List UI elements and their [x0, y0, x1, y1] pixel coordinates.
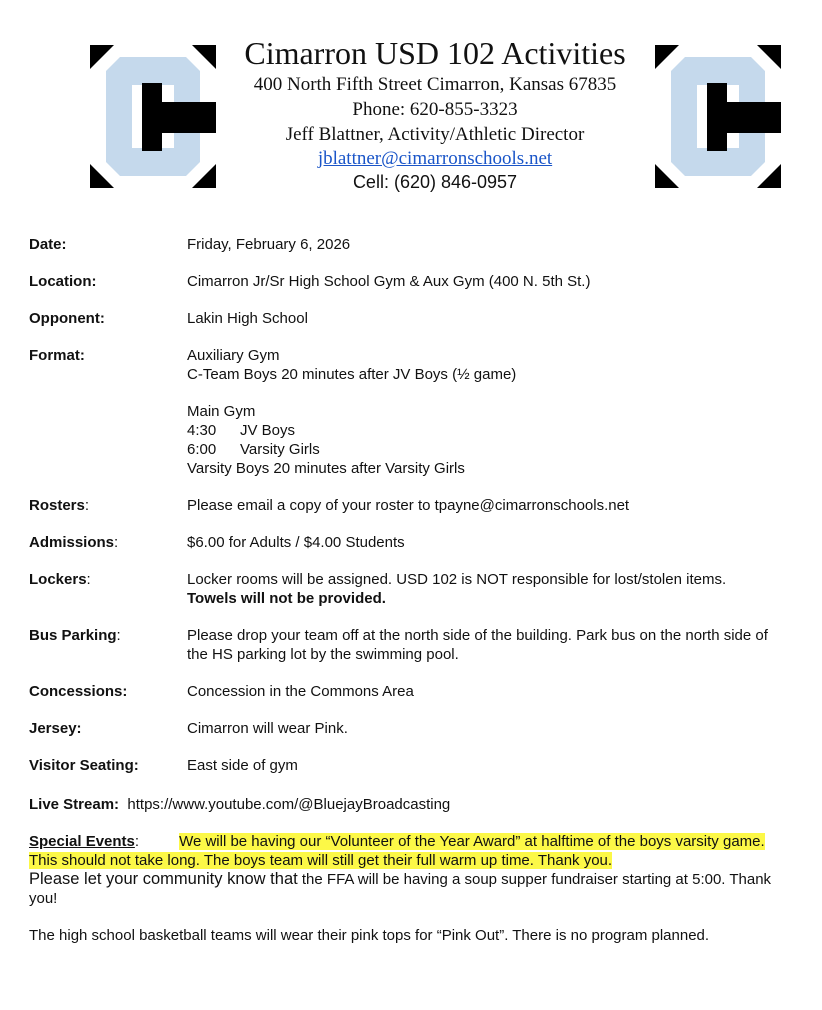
jersey-value: Cimarron will wear Pink.: [187, 720, 348, 737]
lockers-text: Locker rooms will be assigned. USD 102 is NOT responsible for lost/stolen items.: [187, 571, 727, 588]
opponent-row: [29, 309, 789, 328]
special-events: Special Events: We will be having our “Volunteer of the Year Award” at halftime of the boys varsity game. This should not take long. The boys team will still get their full warm up time. Thank you.: [29, 833, 765, 869]
concessions-label: Concessions:: [29, 683, 128, 700]
game-line: [187, 440, 789, 459]
admissions-row: [29, 533, 789, 552]
rosters-label: Rosters:: [29, 497, 90, 514]
opponent-label: Opponent:: [29, 310, 105, 327]
towels-notice: Towels will not be provided.: [187, 590, 386, 607]
location-label: Location:: [29, 273, 97, 290]
live-stream-line: [29, 795, 789, 814]
volunteer-award-notice: We will be having our “Volunteer of the Year Award” at halftime of the boys varsity game. This should not take long. The boys team will still get their full warm up time. Thank you.: [29, 833, 765, 869]
event-details: [29, 235, 789, 945]
school-logo-right: [655, 45, 781, 188]
bus-parking-row: [29, 626, 789, 664]
jersey-row: [29, 719, 789, 738]
rosters-row: [29, 496, 789, 515]
org-address: 400 North Fifth Street Cimarron, Kansas 67835: [253, 74, 617, 95]
format-label: Format:: [29, 347, 85, 364]
location-row: [29, 272, 789, 291]
jersey-label: Jersey:: [29, 720, 82, 737]
main-gym-title: Main Gym: [187, 403, 256, 420]
pink-out-notice: The high school basketball teams will wear their pink tops for “Pink Out”. There is no program planned.: [29, 927, 710, 944]
game-time: 4:30: [187, 422, 217, 439]
admissions-label: Admissions:: [29, 534, 119, 551]
date-label: Date:: [29, 236, 67, 253]
visitor-seating-label: Visitor Seating:: [29, 757, 139, 774]
special-events-label: Special Events: [29, 833, 135, 850]
format-row: [29, 346, 789, 478]
game-line: [187, 421, 789, 440]
org-director: Jeff Blattner, Activity/Athletic Director: [285, 124, 585, 145]
opponent-value: Lakin High School: [187, 310, 308, 327]
game-time: 6:00: [187, 441, 217, 458]
lockers-row: [29, 570, 789, 608]
admissions-value: $6.00 for Adults / $4.00 Students: [187, 534, 405, 551]
aux-gym-line: C-Team Boys 20 minutes after JV Boys (½ game): [187, 366, 517, 383]
date-row: [29, 235, 789, 254]
bus-parking-label: Bus Parking:: [29, 627, 121, 644]
rosters-value: Please email a copy of your roster to tpayne@cimarronschools.net: [187, 497, 630, 514]
game-team: JV Boys: [240, 422, 296, 439]
aux-gym-title: Auxiliary Gym: [187, 347, 280, 364]
live-stream-url: https://www.youtube.com/@BluejayBroadcasting: [127, 796, 451, 813]
visitor-seating-row: [29, 756, 789, 775]
main-gym-last-line: Varsity Boys 20 minutes after Varsity Girls: [187, 460, 465, 477]
concessions-row: [29, 682, 789, 701]
concessions-value: Concession in the Commons Area: [187, 683, 414, 700]
date-value: Friday, February 6, 2026: [187, 236, 351, 253]
school-logo-left: [90, 45, 216, 188]
live-stream-label: Live Stream:: [29, 796, 120, 813]
lockers-value: [187, 570, 789, 608]
org-title: Cimarron USD 102 Activities: [244, 35, 626, 71]
game-team: Varsity Girls: [240, 441, 320, 458]
bus-parking-value: Please drop your team off at the north side of the building. Park bus on the north side of the HS parking lot by the swimming pool.: [187, 627, 768, 663]
lockers-label: Lockers:: [29, 571, 91, 588]
director-email-link[interactable]: jblattner@cimarronschools.net: [317, 148, 553, 169]
community-notice: Please let your community know that the FFA will be having a soup supper fundraiser starting at 5:00. Thank you!: [29, 870, 772, 907]
letterhead: [225, 34, 645, 194]
visitor-seating-value: East side of gym: [187, 757, 298, 774]
director-cell: Cell: (620) 846-0957: [352, 172, 518, 192]
org-phone: Phone: 620-855-3323: [352, 99, 518, 120]
location-value: Cimarron Jr/Sr High School Gym & Aux Gym (400 N. 5th St.): [187, 273, 591, 290]
format-value: [187, 346, 789, 478]
